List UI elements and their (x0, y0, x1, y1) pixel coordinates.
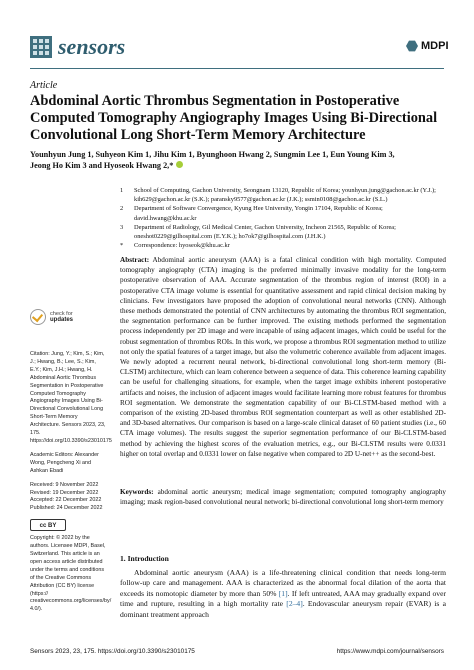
intro-text-3: . Endovascular aneurysm repair (EVAR) is a dominant treatment approach (120, 599, 447, 619)
affiliation-item (120, 186, 446, 204)
dates (30, 482, 108, 514)
published-date: Published: 24 December 2022 (30, 505, 103, 512)
keywords-label: Keywords: (120, 488, 154, 496)
citation-link[interactable]: [1] (278, 588, 288, 598)
affiliation-text: School of Computing, Gachon University, Seongnam 13120, Republic of Korea; younhyun.jung@gachon.ac.kr (Y.J.); kih629@gachon.ac.kr (S.K.); paransky9577@gachon.ac.kr (J.K.); ssmin0108@gachon.ac.kr (S.L.) (134, 187, 436, 204)
check-updates-icon (30, 309, 46, 325)
check-for-updates-button[interactable] (30, 309, 84, 325)
intro-paragraph (120, 568, 446, 620)
abstract-label: Abstract: (120, 256, 150, 264)
publisher-name: MDPI (421, 40, 449, 52)
header-divider (30, 68, 444, 69)
footer-citation[interactable]: Sensors 2023, 23, 175. https://doi.org/10.3390/s23010175 (30, 648, 195, 655)
intro-text-1: Abdominal aortic aneurysm (AAA) is a life-threatening clinical condition that needs long-term follow-up care and management. AAA is characterized as the abnormal focal dilation of the aorta that exceeds its nomotopic diameter by more than 50% (120, 568, 446, 598)
page-footer (30, 648, 444, 655)
journal-logo-icon (30, 36, 52, 58)
affiliation-number: 1 (120, 187, 124, 194)
revised-date: Revised: 19 December 2022 (30, 489, 99, 496)
author-list (30, 149, 450, 171)
copyright-text: Copyright: © 2022 by the authors. Licensee MDPI, Basel, Switzerland. This article is an open access article distributed under the terms and conditions of the Creative Commons Attribution (CC BY) license (https:// creativecommons.org/licenses/by/ 4.0/). (30, 535, 112, 613)
affiliation-number: * (120, 242, 124, 250)
citation-text: Citation: Jung, Y.; Kim, S.; Kim, J.; Hwang, B.; Lee, S.; Kim, E.Y.; Kim, J.H.; Hwang, H. Abdominal Aortic Thrombus Segmentation in Postoperative Computed Tomography Angiography Images Using Bi-Directional Convolutional Long Short-Term Memory Architecture. Sensors 2023, 23, 175. https://doi.org/10.3390/s23010175 (30, 351, 112, 444)
affiliation-text: Department of Radiology, Gil Medical Center, Gachon University, Incheon 21565, Republic of Korea; oneshot0229@gilhospital.com (E.Y.K.); ho7ok7@gilhospital.com (J.H.K.) (134, 223, 396, 241)
citation-link[interactable]: [2–4] (286, 599, 303, 609)
correspondence-text: Correspondence: hyoseok@khu.ac.kr (134, 242, 230, 250)
affiliations (120, 186, 446, 250)
section-heading: 1. Introduction (120, 554, 169, 563)
affiliation-number: 2 (120, 205, 124, 213)
affiliation-number: 3 (120, 223, 124, 231)
journal-name[interactable]: sensors (58, 34, 126, 59)
publisher-logo[interactable] (406, 40, 449, 52)
paper-title: Abdominal Aortic Thrombus Segmentation in Postoperative Computed Tomography Angiography Images Using Bi-Directional Convolutional Long Short-Term Memory Architecture (30, 93, 438, 143)
mdpi-hex-icon (406, 40, 418, 52)
article-info-sidebar (30, 351, 112, 620)
accepted-date: Accepted: 22 December 2022 (30, 497, 102, 504)
article-type: Article (30, 80, 58, 91)
cc-license-icon[interactable]: cc BY (30, 519, 66, 531)
keywords-text: abdominal aortic aneurysm; medical image segmentation; computed tomography angiography imaging; mask region-based convolutional neural network; bi-directional convolutional long short-term memory (120, 488, 447, 507)
orcid-icon[interactable] (176, 161, 183, 168)
received-date: Received: 9 November 2022 (30, 481, 99, 488)
affiliation-item (120, 204, 446, 222)
abstract-text: Abdominal aortic aneurysm (AAA) is a fatal clinical condition with high mortality. Computed tomography angiography (CTA) imaging is the preferred minimally invasive modality for the long-term postoperative observation of AAA. Accurate segmentation of the thrombus region of interest (ROI) in a postoperative CTA image volume is essential for quantitative assessment and rapid clinical decision making by clinicians. Few investigators have proposed the adoption of convolutional neural networks (CNN). Although these methods demonstrated the potential of CNN architectures by automating the thrombus ROI segmentation, the segmentation performance can be further improved. The existing methods performed the segmentation process independently per 2D image and were incapable of using adjacent images, which could be useful for the robust segmentation of thrombus ROIs. In this work, we propose a thrombus ROI segmentation method to utilize not only the spatial features of a target image, but also the volumetric coherence available from adjacent images. We newly adopted a recurrent neural network, bi-directional convolutional long short-term memory (Bi-CLSTM) architecture, which can learn coherence between a sequence of data. This coherence learning capability can be useful for challenging situations, for example, when the target image exhibits inherent postoperative artifacts and noises, the inclusion of adjacent images would facilitate learning more robust features for thrombus ROI segmentation. We demonstrate the segmentation capability of our Bi-CLSTM-based method with a comparison of the existing 2D-based thrombus ROI segmentation counterpart as well as other established 2D- and 3D-based alternatives. Our comparison is based on a large-scale clinical dataset of 60 patient studies (i.e., 60 CTA image volumes). The results suggest the superior segmentation performance of our Bi-CLSTM-based method by achieving the highest scores of the evaluation metrics, e.g., our Bi-CLSTM results were 0.0331 higher on total overlap and 0.0331 lower on false negative when compared to 2D U-net++ as the second-best. (120, 256, 446, 458)
academic-editors: Academic Editors: Alexander Wong, Pengcheng Xi and Ashkan Ebadi (30, 451, 99, 474)
badge-line-2: updates (50, 317, 74, 323)
badge-line-1: check for (50, 310, 73, 317)
authors-line-2: Jeong Ho Kim 3 and Hyoseok Hwang 2,* (30, 161, 174, 170)
abstract (120, 255, 446, 459)
affiliation-item (120, 223, 446, 241)
check-updates-label (50, 311, 73, 324)
footer-journal-link[interactable]: https://www.mdpi.com/journal/sensors (336, 648, 444, 655)
affiliation-text: Department of Software Convergence, Kyung Hee University, Yongin 17104, Republic of Korea; david.hwang@khu.ac.kr (134, 205, 383, 222)
intro-text-2: . If left untreated, AAA may gradually expand over time and rupture, resulting in a high mortality rate (120, 588, 446, 609)
keywords (120, 487, 446, 507)
authors-line-1: Younhyun Jung 1, Suhyeon Kim 1, Jihu Kim 1, Byunghoon Hwang 2, Sungmin Lee 1, Eun Young Kim 3, (30, 150, 395, 159)
affiliation-item (120, 241, 446, 250)
